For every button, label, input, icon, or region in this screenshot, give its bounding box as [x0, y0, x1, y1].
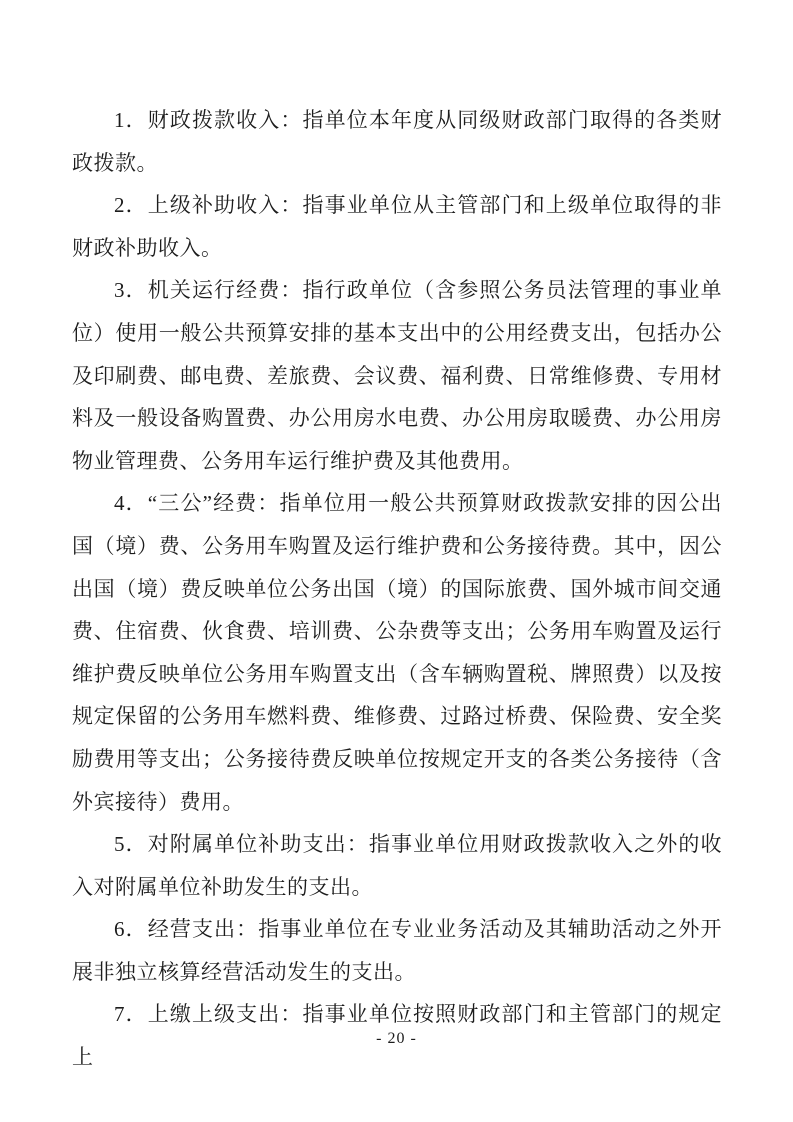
- paragraph-1-fiscal-appropriation-income: 1．财政拨款收入：指单位本年度从同级财政部门取得的各类财政拨款。: [72, 108, 722, 175]
- paragraph-6-operating-expenditure: 6．经营支出：指事业单位在专业业务活动及其辅助活动之外开展非独立核算经营活动发生的支出。: [72, 917, 722, 984]
- page-number: - 20 -: [376, 1030, 417, 1047]
- paragraph-5-subsidy-to-affiliated-units: 5．对附属单位补助支出：指事业单位用财政拨款收入之外的收入对附属单位补助发生的支出。: [72, 832, 722, 899]
- paragraph-4-three-public-expenses: 4．“三公”经费：指单位用一般公共预算财政拨款安排的因公出国（境）费、公务用车购置及运行维护费和公务接待费。其中，因公出国（境）费反映单位公务出国（境）的国际旅费、国外城市间交通费、住宿费、伙食费、培训费、公杂费等支出；公务用车购置及运行维护费反映单位公务用车购置支出（含车辆购置税、牌照费）以及按规定保留的公务用车燃料费、维修费、过路过桥费、保险费、安全奖励费用等支出；公务接待费反映单位按规定开支的各类公务接待（含外宾接待）费用。: [72, 491, 722, 814]
- paragraph-2-superior-subsidy-income: 2．上级补助收入：指事业单位从主管部门和上级单位取得的非财政补助收入。: [72, 193, 722, 260]
- paragraph-7-payment-to-superior: 7．上缴上级支出：指事业单位按照财政部门和主管部门的规定上: [72, 1002, 722, 1070]
- document-body: [72, 99, 722, 1079]
- paragraph-3-agency-operating-expenses: 3．机关运行经费：指行政单位（含参照公务员法管理的事业单位）使用一般公共预算安排的基本支出中的公用经费支出，包括办公及印刷费、邮电费、差旅费、会议费、福利费、日常维修费、专用材料及一般设备购置费、办公用房水电费、办公用房取暖费、办公用房物业管理费、公务用车运行维护费及其他费用。: [72, 278, 722, 473]
